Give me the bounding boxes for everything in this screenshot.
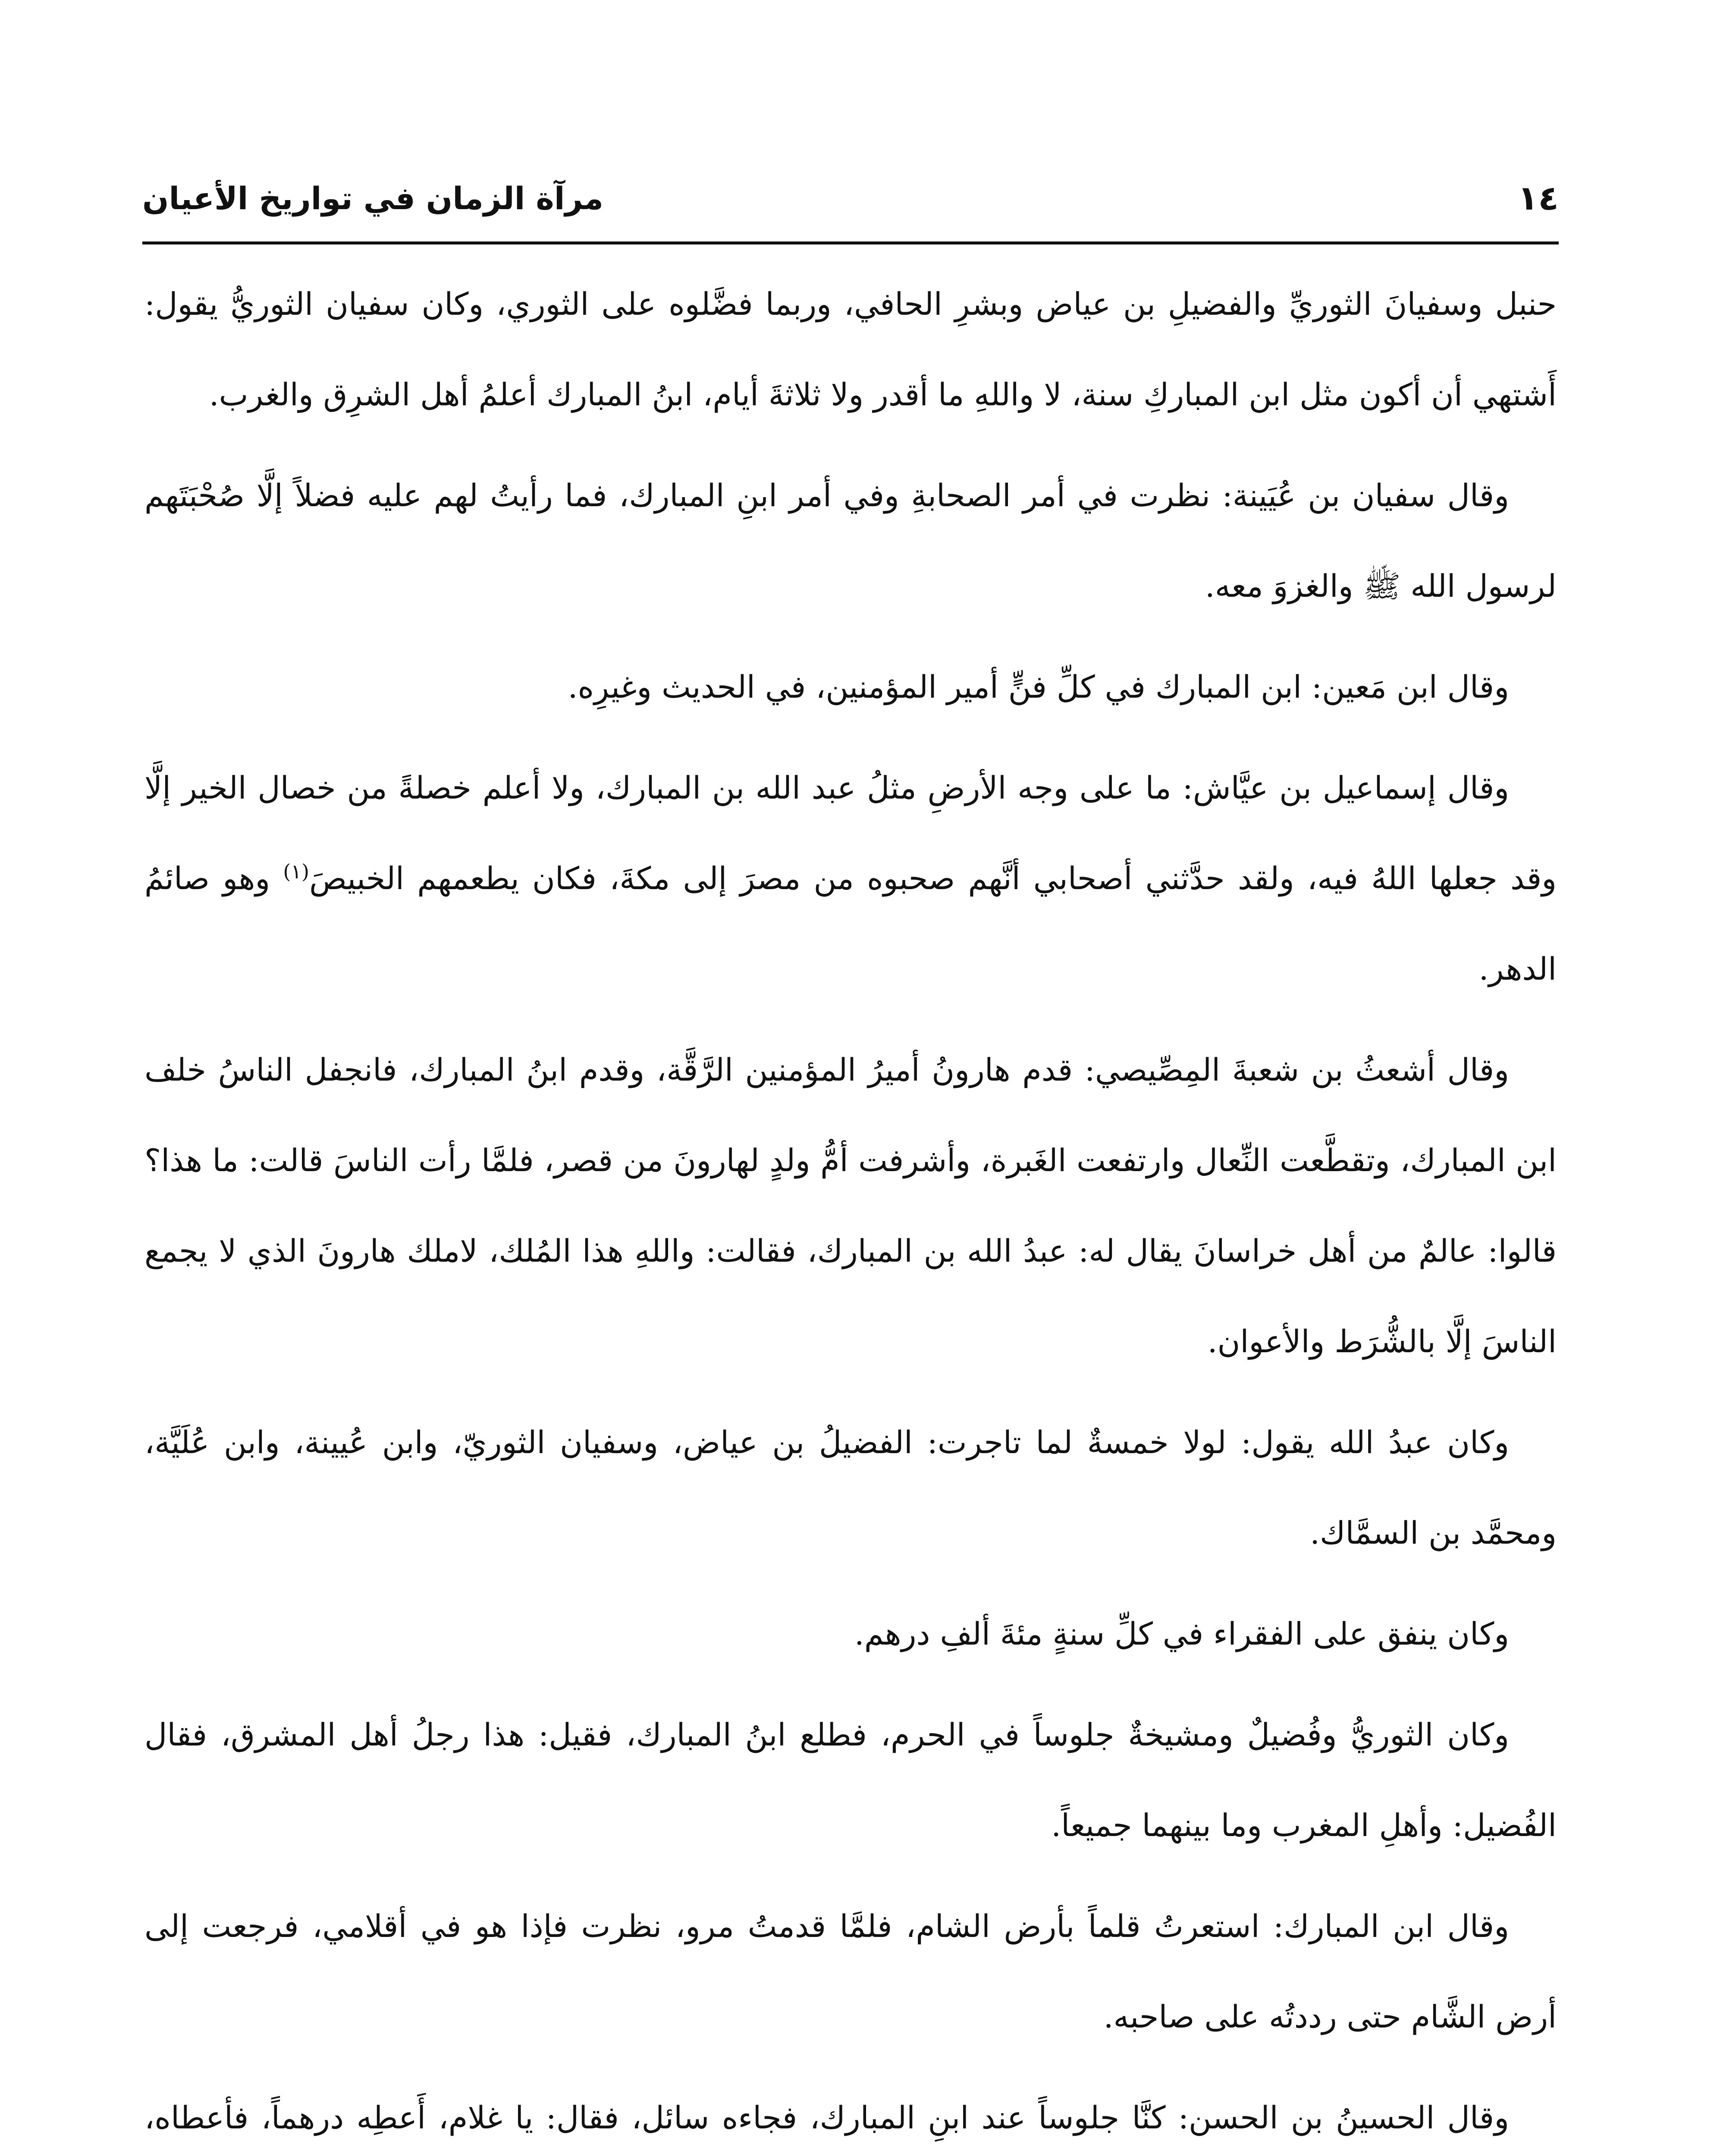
paragraph-with-footnote <box>144 743 1557 1014</box>
paragraph: وقال ابن المبارك: استعرتُ قلماً بأرض الشام، فلمَّا قدمتُ مرو، نظرت فإذا هو في أقلامي، فرجعت إلى أرض الشَّام حتى رددتُه على صاحبه. <box>144 1908 1557 2035</box>
paragraph: حنبل وسفيانَ الثوريِّ والفضيلِ بن عياض وبشرِ الحافي، وربما فضَّلوه على الثوري، وكان سفيان الثوريُّ يقول: أَشتهي أن أكون مثل ابن المباركِ سنة، لا واللهِ ما أقدر ولا ثلاثةَ أيام، ابنُ المبارك أعلمُ أهل الشرِق والغرب. <box>144 286 1557 413</box>
paragraph: وقال أشعثُ بن شعبةَ المِصِّيصي: قدم هارونُ أميرُ المؤمنين الرَّقَّة، وقدم ابنُ المبارك، فانجفل الناسُ خلف ابن المبارك، وتقطَّعت النِّعال وارتفعت الغَبرة، وأشرفت أمُّ ولدٍ لهارونَ من قصر، فلمَّا رأت الناسَ قالت: ما هذا؟ قالوا: عالمٌ من أهل خراسانَ يقال له: عبدُ الله بن المبارك، فقالت: واللهِ هذا المُلك، لاملك هارونَ الذي لا يجمع الناسَ إلَّا بالشُّرَط والأعوان. <box>144 1052 1557 1360</box>
running-header <box>142 170 1559 235</box>
page-number: ١٤ <box>1517 179 1559 218</box>
paragraph: وكان الثوريُّ وفُضيلٌ ومشيخةٌ جلوساً في الحرم، فطلع ابنُ المبارك، فقيل: هذا رجلُ أهل المشرق، فقال الفُضيل: وأهلِ المغرب وما بينهما جميعاً. <box>144 1717 1557 1843</box>
header-divider <box>142 241 1559 244</box>
footnote-reference[interactable]: (١) <box>283 860 309 883</box>
paragraph-text-tail: وهو صائمُ الدهر. <box>144 860 1557 987</box>
paragraph: وكان ينفق على الفقراء في كلِّ سنةٍ مئةَ ألفِ درهم. <box>854 1616 1509 1652</box>
paragraph-text: وقال إسماعيل بن عيَّاش: ما على وجه الأرضِ مثلُ عبد الله بن المبارك، ولا أعلم خصلةً من خصال الخير إلَّا وقد جعلها اللهُ فيه، ولقد حدَّثني أصحابي أنَّهم صحبوه من مصرَ إلى مكةَ، فكان يطعمهم الخبيصَ <box>144 770 1557 896</box>
main-text <box>144 259 1557 2156</box>
paragraph: وقال سفيان بن عُيَينة: نظرت في أمر الصحابةِ وفي أمر ابنِ المبارك، فما رأيتُ لهم عليه فضلاً إلَّا صُحْبَتَهم لرسول الله ﷺ والغزوَ معه. <box>144 477 1557 604</box>
paragraph: وكان عبدُ الله يقول: لولا خمسةٌ لما تاجرت: الفضيلُ بن عياض، وسفيان الثوريّ، وابن عُيينة، وابن عُلَيَّة، ومحمَّد بن السمَّاك. <box>144 1424 1557 1551</box>
book-title: مرآة الزمان في تواريخ الأعيان <box>142 180 603 216</box>
paragraph: وقال ابن مَعين: ابن المبارك في كلِّ فنٍّ أمير المؤمنين، في الحديث وغيرِه. <box>568 669 1509 705</box>
paragraph: وقال الحسينُ بن الحسن: كنَّا جلوساً عند ابنِ المبارك، فجاءه سائل، فقال: يا غلام، أَعطِه درهماً، فأعطاه، <box>144 2100 1509 2136</box>
